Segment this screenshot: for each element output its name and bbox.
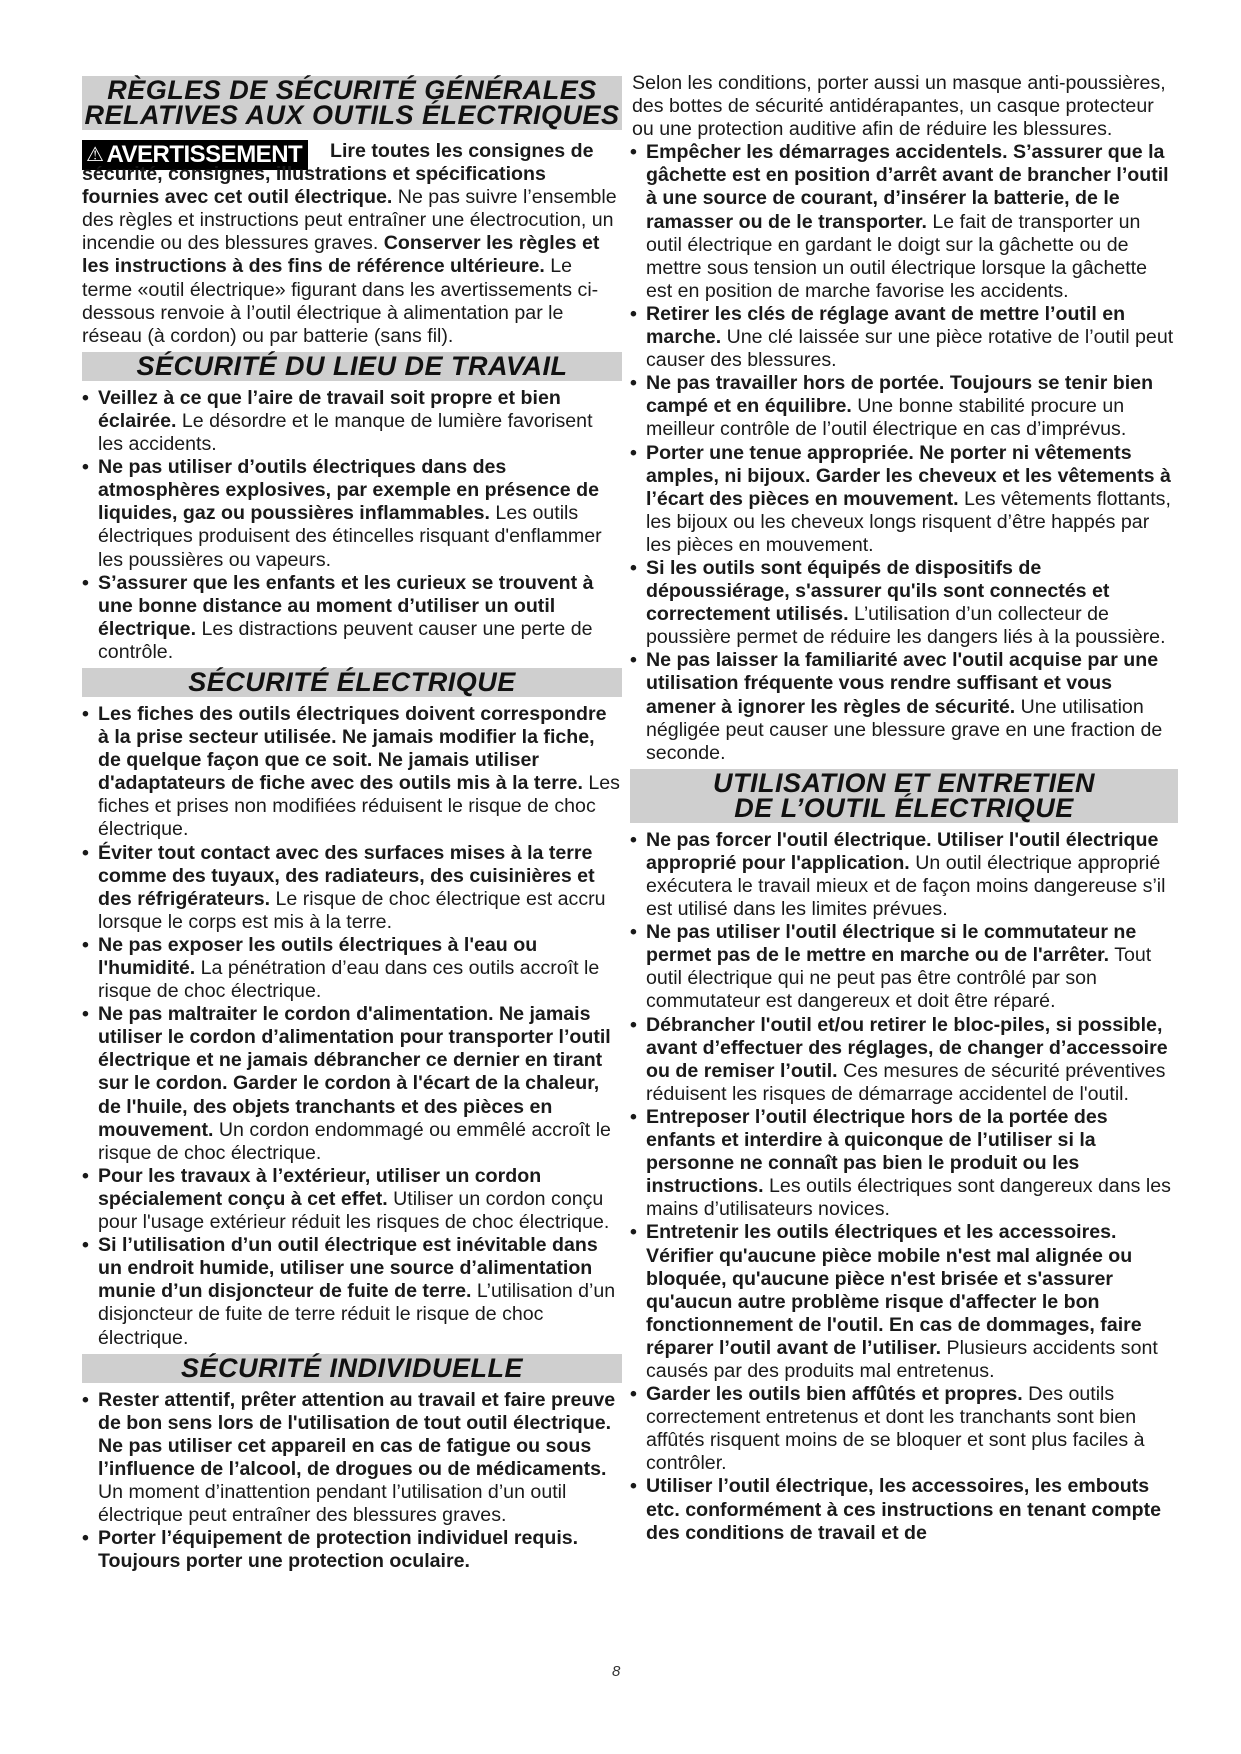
item-bold: Ne pas exposer les outils électriques à l'eau ou l'humidité. (98, 933, 538, 979)
item-bold: Ne pas maltraiter le cordon d'alimentation. Ne jamais utiliser le cordon d’alimentation pour transporter l’outil électrique et ne jamais débrancher ce dernier en tirant sur le cordon. Garder le cordon à l'écart de la chaleur, de l'huile, des objets tranchants et des pièces en mouvement. (98, 1003, 611, 1141)
list-item (82, 703, 622, 842)
item-text: Le fait de transporter un outil électrique en gardant le doigt sur la gâchette ou de mettre sous tension un outil électrique lorsque la gâchette est en position de marche favorise les accidents. (646, 210, 1148, 302)
list-item (630, 649, 1178, 764)
list-item (630, 1106, 1178, 1221)
list-item (630, 921, 1178, 1013)
tool-use-list (630, 829, 1178, 1545)
item-text: Le désordre et le manque de lumière favorisent les accidents. (98, 409, 593, 456)
item-text: L’utilisation d’un disjoncteur de fuite de terre réduit le risque de choc électrique. (98, 1280, 616, 1349)
heading-line: UTILISATION ET ENTRETIEN (713, 767, 1095, 798)
list-item (630, 1475, 1178, 1544)
heading-line: RELATIVES AUX OUTILS ÉLECTRIQUES (84, 100, 620, 130)
item-bold: Veillez à ce que l’aire de travail soit propre et bien éclairée. (98, 386, 561, 432)
heading-line: RÈGLES DE SÉCURITÉ GÉNÉRALES (107, 75, 597, 105)
intro-paragraph (82, 140, 622, 348)
heading-line: DE L’OUTIL ÉLECTRIQUE (734, 792, 1074, 823)
item-bold: Si les outils sont équipés de dispositifs de dépoussiérage, s'assurer qu'ils sont connectés et correctement utilisés. (646, 556, 1110, 626)
item-bold: S’assurer que les enfants et les curieux se trouvent à une bonne distance au moment d’utiliser un outil électrique. (98, 571, 594, 640)
list-item (82, 572, 622, 664)
heading-tool-use (630, 769, 1178, 823)
list-item (630, 1014, 1178, 1106)
list-item (82, 934, 622, 1003)
list-item (630, 1383, 1178, 1475)
item-text: Les outils électriques produisent des étincelles risquant d'enflammer les poussières ou vapeurs. (98, 502, 602, 571)
item-bold: Ne pas laisser la familiarité avec l'outil acquise par une utilisation fréquente vous rendre suffisant et vous amener à ignorer les règles de sécurité. (646, 649, 1159, 718)
item-bold: Ne pas utiliser d’outils électriques dans des atmosphères explosives, par exemple en présence de liquides, gaz ou poussières inflammables. (98, 456, 599, 525)
item-text: Ces mesures de sécurité préventives réduisent les risques de démarrage accidentel de l'outil. (646, 1059, 1166, 1105)
item-bold: Si l’utilisation d’un outil électrique est inévitable dans un endroit humide, utiliser une source d’alimentation munie d’un disjoncteur de fuite de terre. (98, 1234, 598, 1303)
item-bold: Empêcher les démarrages accidentels. S’assurer que la gâchette est en position d’arrêt avant de brancher l’outil à une source de courant, d’insérer la batterie, de le ramasser ou de le transporter. (646, 141, 1169, 233)
item-bold: Ne pas utiliser l'outil électrique si le commutateur ne permet pas de le mettre en marche ou de l'arrêter. (646, 921, 1137, 967)
item-text: Les outils électriques sont dangereux dans les mains d’utilisateurs novices. (646, 1175, 1171, 1221)
intro-bold: Lire toutes les consignes de sécurité, consignes, illustrations et spécifications fournies avec cet outil électrique. (82, 140, 594, 209)
item-text: Une bonne stabilité procure un meilleur contrôle de l’outil électrique en cas d’imprévus. (646, 395, 1127, 441)
item-text: Le risque de choc électrique est accru lorsque le corps est mis à la terre. (98, 887, 606, 933)
item-text: Une clé laissée sur une pièce rotative de l’outil peut causer des blessures. (646, 326, 1174, 372)
list-item (82, 456, 622, 571)
list-item (630, 1221, 1178, 1383)
heading-work-area: SÉCURITÉ DU LIEU DE TRAVAIL (82, 352, 622, 381)
item-text: Un cordon endommagé ou emmêlé accroît le risque de choc électrique. (98, 1118, 611, 1164)
heading-personal: SÉCURITÉ INDIVIDUELLE (82, 1354, 622, 1383)
item-bold: Rester attentif, prêter attention au travail et faire preuve de bon sens lors de l'utilisation de tout outil électrique. Ne pas utiliser cet appareil en cas de fatigue ou sous l’influence de l’alcool, de drogues ou de médicaments. (98, 1388, 616, 1480)
item-bold: Utiliser l’outil électrique, les accessoires, les embouts etc. conformément à ces instructions en tenant compte des conditions de travail et de (646, 1475, 1161, 1544)
heading-general-safety (82, 76, 622, 130)
item-bold: Ne pas travailler hors de portée. Toujours se tenir bien campé et en équilibre. (646, 372, 1154, 418)
item-text: Des outils correctement entretenus et dont les tranchants sont bien affûtés risquent moins de se bloquer et sont plus faciles à contrôler. (646, 1383, 1145, 1475)
warning-label: AVERTISSEMENT (106, 141, 303, 168)
list-item (630, 141, 1178, 303)
item-text: Un outil électrique approprié exécutera le travail mieux et de façon moins dangereuse s’il est utilisé dans les limites prévues. (646, 851, 1166, 921)
left-column (82, 72, 622, 1573)
item-text: Tout outil électrique qui ne peut pas être contrôlé par son commutateur est dangereux et doit être réparé. (646, 944, 1152, 1013)
continued-text: Selon les conditions, porter aussi un masque anti-poussières, des bottes de sécurité antidérapantes, un casque protecteur ou une protection auditive afin de réduire les blessures. (632, 72, 1166, 141)
item-text: L’utilisation d’un collecteur de poussière permet de réduire les dangers liés à la poussière. (646, 603, 1166, 649)
list-item (82, 1389, 622, 1528)
item-text: Une utilisation négligée peut causer une blessure grave en une fraction de seconde. (646, 695, 1163, 764)
intro-text-1: Ne pas suivre l’ensemble des règles et instructions peut entraîner une électrocution, un incendie ou des blessures graves. (82, 186, 617, 255)
list-item (82, 1234, 622, 1349)
list-item (82, 1003, 622, 1165)
item-text: Plusieurs accidents sont causés par des produits mal entretenus. (646, 1336, 1158, 1382)
item-text: Les distractions peuvent causer une perte de contrôle. (98, 617, 593, 663)
list-item (630, 372, 1178, 441)
item-text: La pénétration d’eau dans ces outils accroît le risque de choc électrique. (98, 957, 600, 1003)
list-item (630, 557, 1178, 649)
list-item (630, 442, 1178, 557)
personal-list-continued (630, 141, 1178, 765)
item-bold: Éviter tout contact avec des surfaces mises à la terre comme des tuyaux, des radiateurs, des cuisinières et des réfrigérateurs. (98, 841, 595, 910)
heading-electrical: SÉCURITÉ ÉLECTRIQUE (82, 668, 622, 697)
page-number: 8 (612, 1663, 621, 1680)
warning-triangle-icon: ⚠ (86, 144, 104, 166)
list-item (630, 303, 1178, 372)
item-bold: Pour les travaux à l’extérieur, utiliser un cordon spécialement conçu à cet effet. (98, 1164, 542, 1210)
item-text: Un moment d’inattention pendant l’utilisation d’un outil électrique peut entraîner des blessures graves. (98, 1480, 567, 1527)
item-text: Utiliser un cordon conçu pour l'usage extérieur réduit les risques de choc électrique. (98, 1187, 610, 1234)
list-item (82, 1527, 622, 1573)
item-bold: Ne pas forcer l'outil électrique. Utiliser l'outil électrique approprié pour l'application. (646, 828, 1159, 874)
intro-bold-2: Conserver les règles et les instructions à des fins de référence ultérieure. (82, 232, 600, 278)
right-column (630, 72, 1178, 1545)
list-item (82, 842, 622, 934)
item-bold: Les fiches des outils électriques doivent correspondre à la prise secteur utilisée. Ne jamais modifier la fiche, de quelque façon que ce soit. Ne jamais utiliser d'adaptateurs de fiche avec des outils mis à la terre. (98, 702, 607, 795)
item-bold: Porter l’équipement de protection individuel requis. Toujours porter une protection oculaire. (98, 1527, 579, 1573)
item-text: Les fiches et prises non modifiées réduisent le risque de choc électrique. (98, 772, 620, 841)
item-bold: Garder les outils bien affûtés et propres. (646, 1383, 1023, 1406)
item-bold: Débrancher l'outil et/ou retirer le bloc-piles, si possible, avant d’effectuer des réglages, de changer d’accessoire ou de remiser l’outil. (646, 1013, 1168, 1082)
list-item (82, 1165, 622, 1234)
item-bold: Entretenir les outils électriques et les accessoires. Vérifier qu'aucune pièce mobile n'est mal alignée ou bloquée, qu'aucune pièce n'est brisée et s'assurer qu'aucun autre problème risque d'affecter le bon fonctionnement de l'outil. En cas de dommages, faire réparer l’outil avant de l’utiliser. (646, 1221, 1142, 1359)
intro-text-2: Le terme «outil électrique» figurant dans les avertissements ci-dessous renvoie à l’outil électrique à alimentation par le réseau (à cordon) ou par batterie (sans fil). (82, 255, 599, 347)
item-text: Les vêtements flottants, les bijoux ou les cheveux longs risquent d’être happés par les pièces en mouvement. (646, 487, 1171, 556)
list-item (82, 387, 622, 456)
item-bold: Porter une tenue appropriée. Ne porter ni vêtements amples, ni bijoux. Garder les cheveux et les vêtements à l’écart des pièces en mouvement. (646, 441, 1171, 510)
electrical-list (82, 703, 622, 1350)
personal-list (82, 1389, 622, 1574)
list-item (630, 829, 1178, 921)
item-bold: Entreposer l’outil électrique hors de la portée des enfants et interdire à quiconque de l’utiliser si la personne ne connaît pas bien le produit ou les instructions. (646, 1105, 1108, 1198)
work-area-list (82, 387, 622, 664)
item-bold: Retirer les clés de réglage avant de mettre l’outil en marche. (646, 302, 1126, 349)
